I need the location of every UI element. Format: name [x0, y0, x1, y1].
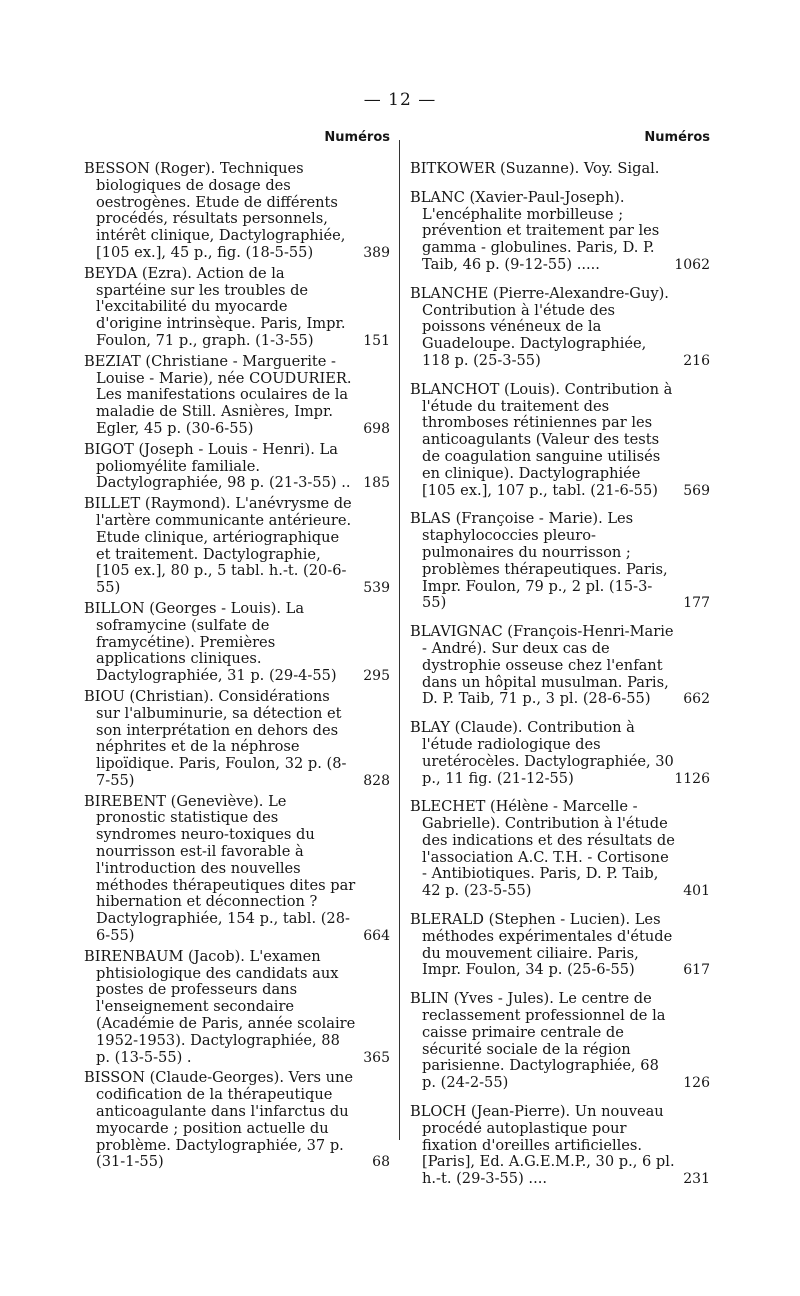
entry-text: BITKOWER (Suzanne). Voy. Sigal.	[410, 160, 660, 177]
entry-text: BIGOT (Joseph - Louis - Henri). La poliomyélite familiale. Dactylographiée, 98 p. (21-3-55) ..	[84, 440, 351, 492]
entry-number: 828	[363, 772, 390, 789]
entry-number: 126	[683, 1075, 710, 1092]
bibliography-entry	[84, 949, 390, 1067]
bibliography-entry	[84, 442, 390, 492]
entry-number: 177	[683, 595, 710, 612]
right-column-header: Numéros	[644, 130, 710, 145]
entry-number: 664	[363, 928, 390, 945]
left-column-header: Numéros	[324, 130, 390, 145]
entry-number: 569	[683, 482, 710, 499]
right-column	[410, 130, 710, 1200]
bibliography-entry	[410, 912, 710, 979]
entry-number: 295	[363, 668, 390, 685]
entry-text: BILLET (Raymond). L'anévrysme de l'artère communicante antérieure. Etude clinique, artériographique et traitement. Dactylographie, [105 ex.], 80 p., 5 tabl. h.-t. (20-6-55)	[84, 495, 352, 597]
page-number: — 12 —	[363, 90, 437, 110]
entry-number: 662	[683, 691, 710, 708]
entry-text: BLIN (Yves - Jules). Le centre de reclassement professionnel de la caisse primaire centrale de sécurité sociale de la région parisienne. Dactylographiée, 68 p. (24-2-55)	[410, 990, 666, 1092]
entry-text: BLAY (Claude). Contribution à l'étude radiologique des uretérocèles. Dactylographiée, 30 p., 11 fig. (21-12-55)	[410, 719, 674, 787]
entry-text: BEZIAT (Christiane - Marguerite - Louise - Marie), née COUDURIER. Les manifestations oculaires de la maladie de Still. Asnières, Impr. Egler, 45 p. (30-6-55)	[84, 352, 352, 437]
entry-text: BLAVIGNAC (François-Henri-Marie - André). Sur deux cas de dystrophie osseuse chez l'enfant dans un hôpital musulman. Paris, D. P. Taib, 71 p., 3 pl. (28-6-55)	[410, 623, 674, 708]
entry-text: BIOU (Christian). Considérations sur l'albuminurie, sa détection et son interprétation en dehors des néphrites et de la néphrose lipoïdique. Paris, Foulon, 32 p. (8-7-55)	[84, 687, 347, 789]
entry-number: 1062	[674, 256, 710, 273]
entry-number: 231	[683, 1171, 710, 1188]
bibliography-entry	[84, 161, 390, 262]
bibliography-entry	[410, 161, 710, 178]
entry-text: BLECHET (Hélène - Marcelle - Gabrielle). Contribution à l'étude des indications et des résultats de l'association A.C. T.H. - Cortisone - Antibiotiques. Paris, D. P. Taib, 42 p. (23-5-55)	[410, 798, 675, 900]
entry-text: BLERALD (Stephen - Lucien). Les méthodes expérimentales d'étude du mouvement ciliaire. Paris, Impr. Foulon, 34 p. (25-6-55)	[410, 911, 673, 979]
entry-number: 539	[363, 580, 390, 597]
entry-text: BILLON (Georges - Louis). La soframycine (sulfate de framycétine). Premières applications cliniques. Dactylographiée, 31 p. (29-4-55)	[84, 599, 337, 685]
bibliography-entry	[410, 382, 710, 500]
entry-number: 216	[683, 352, 710, 369]
bibliography-entry	[84, 354, 390, 438]
entry-text: BIREBENT (Geneviève). Le pronostic statistique des syndromes neuro-toxiques du nourrisson est-il favorable à l'introduction des nouvelles méthodes thérapeutiques dites par hibernation et déconnection ? Dactylographiée, 154 p., tabl. (28-6-55)	[84, 792, 356, 945]
entry-text: BLANC (Xavier-Paul-Joseph). L'encéphalite morbilleuse ; prévention et traitement par les gamma - globulines. Paris, D. P. Taib, 46 p. (9-12-55) .....	[410, 188, 660, 273]
entry-text: BIRENBAUM (Jacob). L'examen phtisiologique des candidats aux postes de professeurs dans l'enseignement secondaire (Académie de Paris, année scolaire 1952-1953). Dactylographiée, 88 p. (13-5-55) .	[84, 947, 356, 1066]
entry-number: 185	[363, 475, 390, 492]
bibliography-entry	[410, 799, 710, 900]
entry-text: BESSON (Roger). Techniques biologiques de dosage des oestrogènes. Etude de différents procédés, résultats personnels, intérêt clinique, Dactylographiée, [105 ex.], 45 p., fig. (18-5-55)	[84, 160, 346, 261]
column-divider	[399, 140, 400, 1140]
entry-text: BLANCHOT (Louis). Contribution à l'étude du traitement des thromboses rétiniennes par les anticoagulants (Valeur des tests de coagulation sanguine utilisés en clinique). Dactylographiée [105 ex.], 107 p., tabl. (21-6-55)	[410, 380, 673, 499]
bibliography-entry	[410, 624, 710, 708]
bibliography-entry	[410, 190, 710, 274]
entry-number: 617	[683, 962, 710, 979]
bibliography-entry	[84, 794, 390, 945]
entry-number: 151	[363, 332, 390, 349]
bibliography-entry	[410, 991, 710, 1092]
entry-number: 365	[363, 1049, 390, 1066]
bibliography-entry	[84, 601, 390, 685]
entry-text: BLOCH (Jean-Pierre). Un nouveau procédé autoplastique pour fixation d'oreilles artificielles. [Paris], Ed. A.G.E.M.P., 30 p., 6 pl. h.-t. (29-3-55) ....	[410, 1103, 675, 1188]
bibliography-entry	[410, 511, 710, 612]
entry-text: BLAS (Françoise - Marie). Les staphylococcies pleuro-pulmonaires du nourrisson ; problèmes thérapeutiques. Paris, Impr. Foulon, 79 p., 2 pl. (15-3-55)	[410, 510, 668, 612]
entry-number: 698	[363, 420, 390, 437]
bibliography-entry	[84, 496, 390, 597]
bibliography-entry	[84, 1070, 390, 1171]
entry-text: BLANCHE (Pierre-Alexandre-Guy). Contribution à l'étude des poissons vénéneux de la Guadeloupe. Dactylographiée, 118 p. (25-3-55)	[410, 284, 669, 369]
entry-text: BISSON (Claude-Georges). Vers une codification de la thérapeutique anticoagulante dans l'infarctus du myocarde ; position actuelle du problème. Dactylographiée, 37 p. (31-1-55)	[84, 1069, 354, 1171]
bibliography-entry	[410, 720, 710, 787]
entry-text: BEYDA (Ezra). Action de la spartéine sur les troubles de l'excitabilité du myocarde d'origine intrinsèque. Paris, Impr. Foulon, 71 p., graph. (1-3-55)	[84, 264, 346, 349]
bibliography-entry	[84, 266, 390, 350]
entry-number: 1126	[674, 770, 710, 787]
entry-number: 389	[363, 244, 390, 261]
entry-number: 401	[683, 883, 710, 900]
bibliography-entry	[84, 689, 390, 790]
bibliography-entry	[410, 286, 710, 370]
left-column	[84, 130, 390, 1175]
entry-number: 68	[372, 1154, 390, 1171]
bibliography-entry	[410, 1104, 710, 1188]
